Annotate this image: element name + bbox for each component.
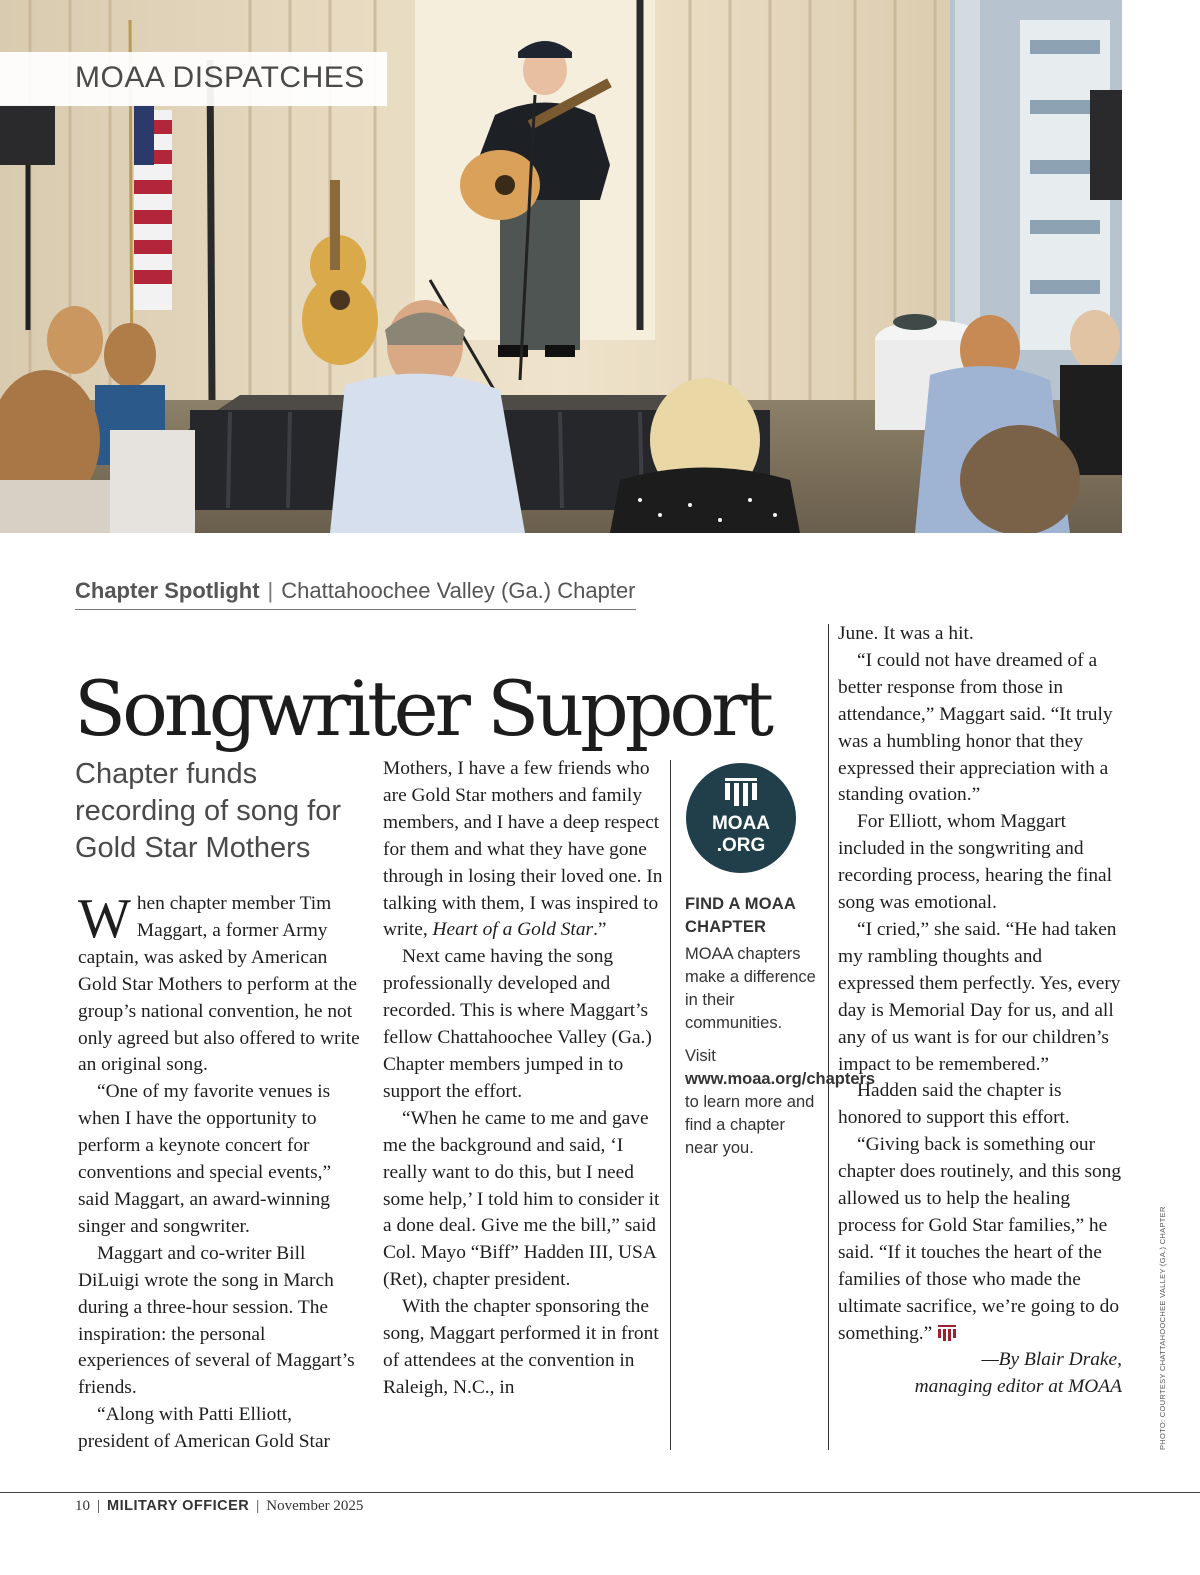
sidebar-text: MOAA chapters make a difference in their communities. (685, 945, 816, 1032)
moaa-shield-icon (725, 778, 757, 806)
paragraph-text: “Giving back is something our chapter does routinely, and this song allowed us to help the healing process for Gold Star families,” he said. “If it touches the heart of the families of those who made the ultimate sacrifice, we’re going to do something.” (838, 1134, 1122, 1344)
paragraph: For Elliott, whom Maggart included in the songwriting and recording process, hearing the final song was emotional. (838, 811, 1113, 914)
byline-title: managing editor at MOAA (914, 1376, 1122, 1398)
logo-text: MOAA (711, 813, 771, 834)
footer-separator: | (97, 1498, 101, 1514)
paragraph: Hadden said the chapter is honored to support this effort. (838, 1080, 1070, 1129)
paragraph: “When he came to me and gave me the background and said, ‘I really want to do this, but I need some help,’ I told him to consider it a done deal. Give me the bill,” said Col. Mayo “Biff” Hadden III, USA (Ret), chapter president. (383, 1107, 660, 1291)
footer (75, 1498, 363, 1515)
paragraph-text: hen chapter member Tim Maggart, a former Army captain, was asked by American Gold Star Mothers to perform at the group’s national convention, he not only agreed but also offered to write an original song. (78, 893, 360, 1076)
paragraph-text: .” (593, 919, 607, 941)
sidebar-visit-text: to learn more and find a chapter near you. (685, 1093, 815, 1157)
section-tag-label: MOAA DISPATCHES (75, 61, 365, 94)
kicker-label: Chapter Spotlight (75, 578, 260, 603)
paragraph: “One of my favorite venues is when I have the opportunity to perform a keynote concert for conventions and special events,” said Maggart, an award-winning singer and songwriter. (78, 1081, 332, 1237)
paragraph (383, 756, 665, 944)
headline: Songwriter Support (74, 663, 771, 753)
deck: Chapter funds recording of song for Gold Star Mothers (75, 758, 341, 864)
drop-cap: W (78, 888, 131, 950)
sidebar-find-chapter (685, 893, 876, 1160)
issue-date: November 2025 (266, 1498, 364, 1514)
paragraph (78, 888, 361, 1079)
page-number: 10 (75, 1498, 90, 1514)
logo-text: .ORG (716, 835, 766, 856)
sidebar-title: FIND A MOAA CHAPTER (685, 895, 796, 936)
song-title: Heart of a Gold Star (432, 919, 594, 941)
moaa-logo (686, 763, 796, 873)
paragraph-text: Mothers, I have a few friends who are Gold Star mothers and family members, and I have a deep respect for them and what they have gone through in losing their loved one. In talking with them, I was inspired to write, (383, 758, 663, 941)
magazine-name: MILITARY OFFICER (107, 1498, 250, 1514)
paragraph: Next came having the song professionally developed and recorded. This is where Maggart’s fellow Chattahoochee Valley (Ga.) Chapter members jumped in to support the effort. (383, 946, 652, 1102)
column-divider (670, 760, 671, 1450)
kicker-separator: | (267, 578, 274, 603)
article-column-2 (383, 756, 665, 1402)
chapters-link[interactable]: www.moaa.org/chapters (685, 1070, 876, 1088)
paragraph: With the chapter sponsoring the song, Maggart performed it in front of attendees at the convention in Raleigh, N.C., in (383, 1296, 659, 1398)
photo-credit: PHOTO: COURTESY CHATTAHOOCHEE VALLEY (GA.) CHAPTER (1158, 1206, 1167, 1450)
article-column-1 (78, 888, 361, 1456)
sidebar-visit (685, 1045, 876, 1160)
end-mark-icon (938, 1325, 956, 1341)
sidebar-visit-text: Visit (685, 1047, 716, 1065)
paragraph: Maggart and co-writer Bill DiLuigi wrote the song in March during a three-hour session. The inspiration: the personal experiences of several of Maggart’s friends. (78, 1242, 355, 1399)
section-tag (0, 52, 387, 106)
kicker (75, 578, 636, 610)
footer-separator: | (256, 1498, 260, 1514)
paragraph (838, 1132, 1122, 1347)
footer-rule (0, 1492, 1200, 1493)
paragraph: June. It was a hit. (838, 623, 974, 644)
byline: —By Blair Drake, (981, 1349, 1122, 1371)
paragraph: “Along with Patti Elliott, president of American Gold Star (78, 1404, 331, 1453)
kicker-chapter: Chattahoochee Valley (Ga.) Chapter (281, 578, 636, 603)
paragraph: “I cried,” she said. “He had taken my rambling thoughts and expressed them perfectly. Yes, every day is Memorial Day for us, and all any of us want is for our children’s impact to be remembered.” (838, 918, 1121, 1075)
article-column-3 (838, 621, 1122, 1401)
column-divider (828, 624, 829, 1450)
paragraph: “I could not have dreamed of a better response from those in attendance,” Maggart said. “It truly was a humbling honor that they expressed their appreciation with a standing ovation.” (838, 649, 1113, 806)
hero-photo (0, 0, 1122, 533)
